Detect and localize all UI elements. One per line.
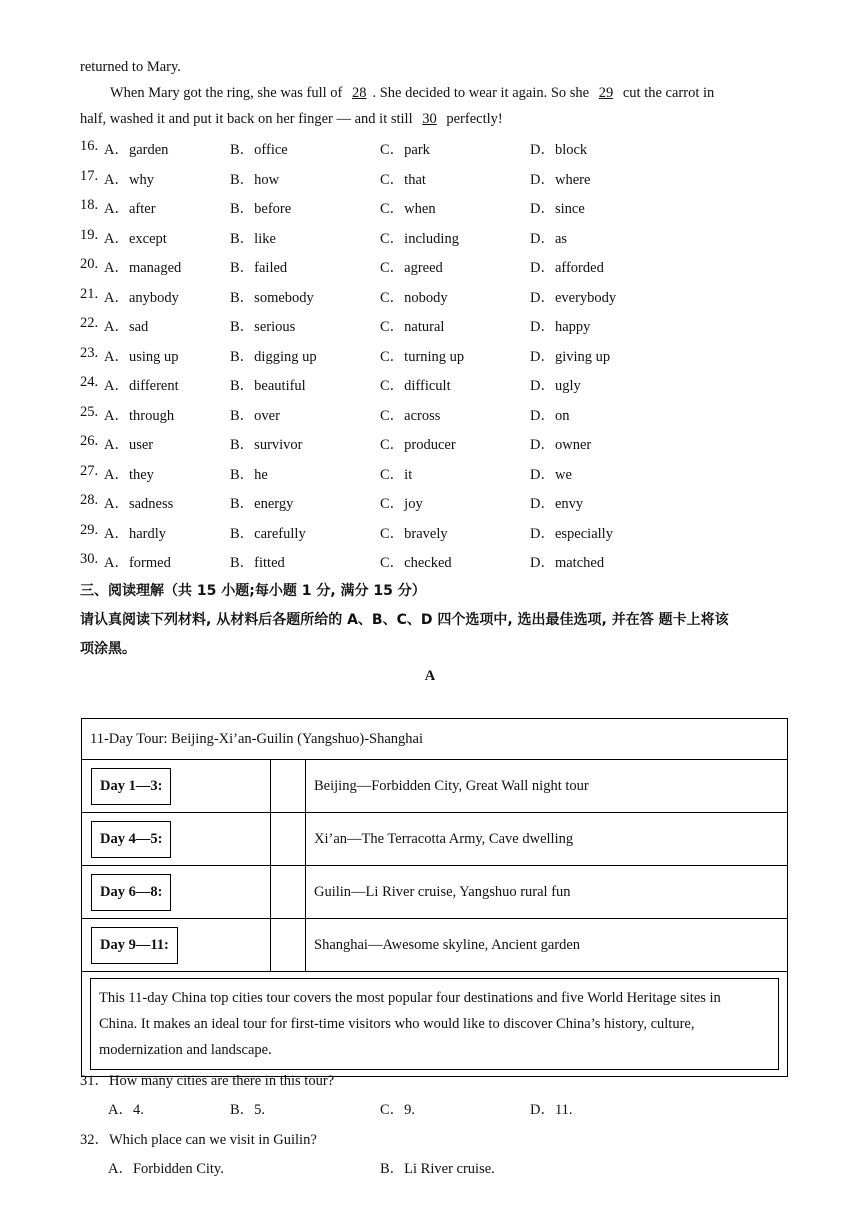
question-number: 21. [80,285,99,302]
option-d: D．we [530,466,572,483]
option-d: D．owner [530,437,592,453]
question-number: 24. [80,374,99,390]
option-b: B．fitted [230,555,285,571]
option-a: A．formed [104,555,171,571]
section-instruction: 项涂黑。 [80,641,136,657]
option-c: C．when [380,201,436,217]
cloze-question-row [80,286,780,308]
section-heading: 三、阅读理解（共 15 小题;每小题 1 分, 满分 15 分） [80,583,426,599]
question-number: 20. [80,256,99,272]
cloze-question-row [80,315,780,337]
option-d: D．ugly [530,378,581,394]
option-a: A．after [104,201,156,217]
option-c: C．including [380,230,459,247]
cloze-question-row [80,345,780,367]
question-number: 29. [80,521,99,538]
cloze-question-row [80,404,780,426]
day-description: Beijing—Forbidden City, Great Wall night tour [306,760,788,813]
option-b: B．carefully [230,525,306,542]
day-description: Guilin—Li River cruise, Yangshuo rural fun [306,866,788,919]
option-b: B．failed [230,260,288,276]
option-d: D．as [530,230,568,247]
question-32-stem: 32．Which place can we visit in Guilin? [80,1132,317,1148]
day-label: Day 9—11: [91,927,178,964]
option-c: C．across [380,407,441,424]
question-number: 17. [80,167,99,184]
tour-day-row [82,919,788,972]
option-c: C．producer [380,437,456,453]
question-number: 18. [80,197,99,213]
option-b: B．office [230,142,288,158]
option-b: B．5. [230,1102,266,1118]
tour-title: 11-Day Tour: Beijing-Xi’an-Guilin (Yangshuo)-Shanghai [82,719,788,760]
question-number: 16. [80,138,99,154]
cloze-question-row [80,374,780,396]
cloze-question-row [80,138,780,160]
question-number: 19. [80,226,99,243]
option-c: C．it [380,466,413,483]
option-a: A．user [104,437,154,453]
day-label: Day 6—8: [91,874,171,911]
option-d: D．everybody [530,289,617,306]
blank-29: 29 [598,85,614,101]
option-d: D．since [530,201,585,217]
option-b: B．somebody [230,289,314,306]
tour-day-row [82,813,788,866]
option-b: B．survivor [230,437,303,453]
cloze-question-row [80,227,780,249]
question-31-options [108,1098,808,1120]
option-c: C．that [380,171,426,188]
tour-summary: This 11-day China top cities tour covers the most popular four destinations and five World Heritage sites in China. It makes an ideal tour for first-time visitors who would like to discover China’s history, culture, modernization and landscape. [90,978,779,1070]
option-a: A．4. [108,1102,144,1118]
option-c: C．bravely [380,525,448,542]
cloze-question-row [80,551,780,573]
question-number: 22. [80,315,99,331]
option-b: B．how [230,171,280,188]
question-31-stem: 31．How many cities are there in this tour? [80,1073,335,1089]
option-b: B．before [230,201,292,217]
option-b: B．he [230,466,268,483]
option-b: B．digging up [230,348,317,365]
option-d: D．11. [530,1102,573,1118]
option-d: D．especially [530,525,613,542]
option-c: C．natural [380,319,445,335]
option-d: D．where [530,171,591,188]
question-32-options [108,1157,808,1179]
option-a: A．they [104,466,154,483]
question-number: 30. [80,551,99,567]
option-a: A．except [104,230,167,247]
option-b: B．Li River cruise. [380,1161,495,1177]
option-d: D．happy [530,319,591,335]
option-a: A．Forbidden City. [108,1161,224,1177]
option-a: A．through [104,407,175,424]
option-b: B．beautiful [230,378,306,394]
option-c: C．difficult [380,378,451,394]
option-a: A．garden [104,142,169,158]
option-c: C．turning up [380,348,465,365]
cloze-question-row [80,433,780,455]
passage-line: When Mary got the ring, she was full of 28 . She decided to wear it again. So she 29 cut the carrot in [110,85,715,101]
option-d: D．matched [530,555,605,571]
cloze-question-row [80,463,780,485]
day-description: Shanghai—Awesome skyline, Ancient garden [306,919,788,972]
option-a: A．hardly [104,525,167,542]
option-c: C．checked [380,555,452,571]
question-number: 27. [80,462,99,479]
option-a: A．managed [104,260,182,276]
passage-line: half, washed it and put it back on her finger — and it still 30 perfectly! [80,111,503,127]
option-d: D．block [530,142,588,158]
blank-28: 28 [351,85,367,101]
option-a: A．why [104,171,154,188]
option-c: C．9. [380,1102,416,1118]
question-number: 25. [80,403,99,420]
option-a: A．different [104,378,179,394]
option-b: B．serious [230,319,296,335]
question-number: 26. [80,433,99,449]
part-label: A [424,668,436,684]
question-number: 23. [80,344,99,361]
passage-line: returned to Mary. [80,59,181,75]
option-d: D．envy [530,496,584,512]
cloze-question-row [80,492,780,514]
option-a: A．sadness [104,496,174,512]
option-a: A．using up [104,348,179,365]
day-label: Day 1—3: [91,768,171,805]
cloze-question-row [80,168,780,190]
option-d: D．on [530,407,570,424]
day-label: Day 4—5: [91,821,171,858]
cloze-question-row [80,522,780,544]
blank-30: 30 [422,111,437,127]
option-d: D．giving up [530,348,611,365]
cloze-question-row [80,197,780,219]
tour-table [81,718,788,1077]
tour-day-row [82,866,788,919]
option-c: C．park [380,142,430,158]
option-a: A．sad [104,319,149,335]
question-number: 28. [80,492,99,508]
option-c: C．agreed [380,260,443,276]
cloze-question-row [80,256,780,278]
day-description: Xi’an—The Terracotta Army, Cave dwelling [306,813,788,866]
option-b: B．energy [230,496,294,512]
option-b: B．like [230,230,276,247]
option-c: C．joy [380,496,423,512]
option-a: A．anybody [104,289,179,306]
option-b: B．over [230,407,280,424]
section-instruction: 请认真阅读下列材料, 从材料后各题所给的 A、B、C、D 四个选项中, 选出最佳选项, 并在答 题卡上将该 [80,612,729,628]
tour-day-row [82,760,788,813]
option-d: D．afforded [530,260,604,276]
option-c: C．nobody [380,289,448,306]
